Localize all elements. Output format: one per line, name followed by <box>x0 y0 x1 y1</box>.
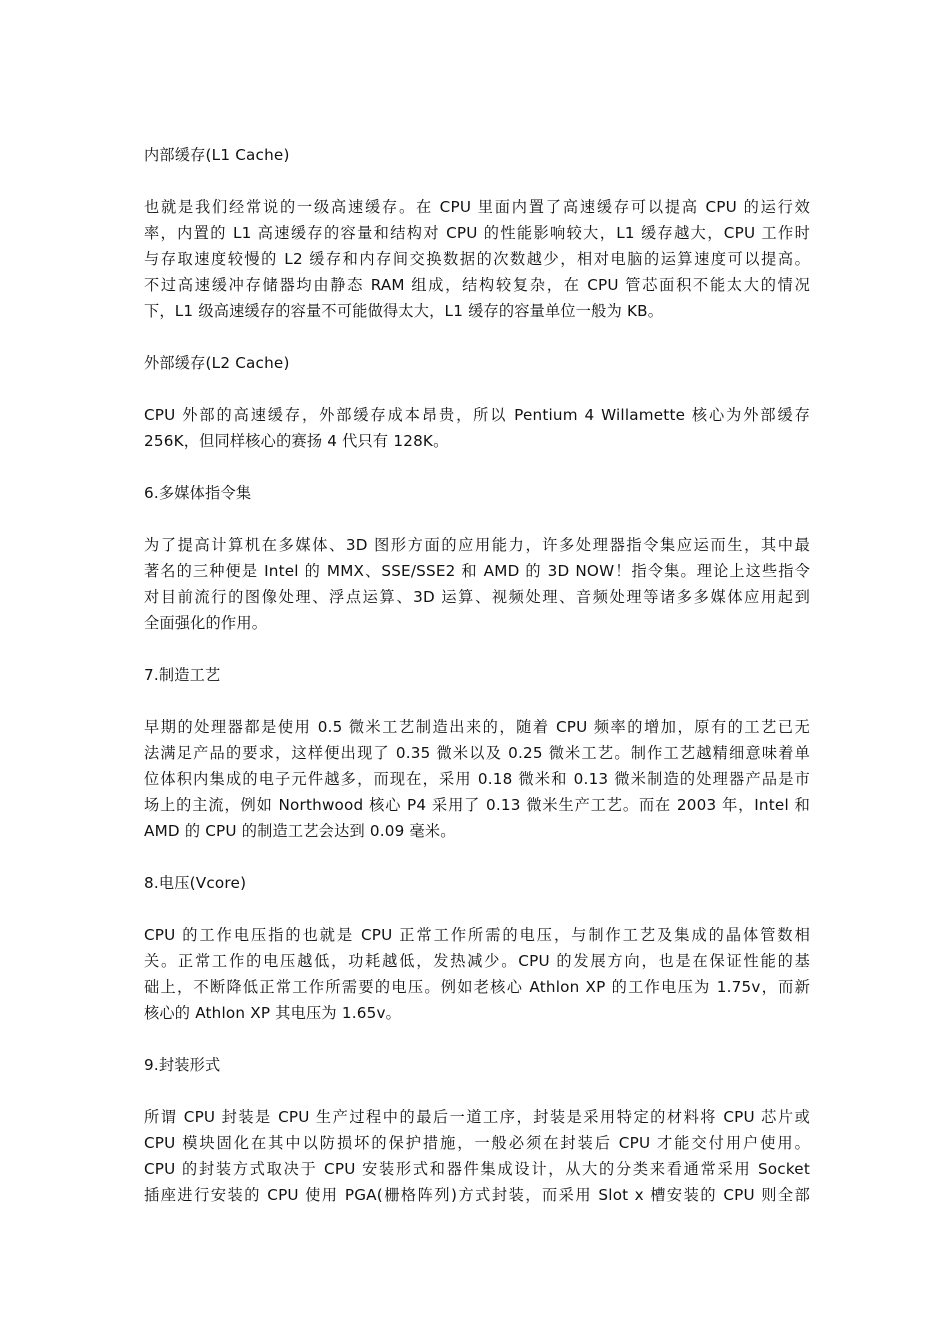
text-line: 不过高速缓冲存储器均由静态 RAM 组成，结构较复杂，在 CPU 管芯面积不能太大的情况 <box>144 276 810 294</box>
text-line: AMD 的 CPU 的制造工艺会达到 0.09 毫米。 <box>144 822 456 840</box>
section-body-l2-cache <box>144 402 810 454</box>
text-line: CPU 的工作电压指的也就是 CPU 正常工作所需的电压，与制作工艺及集成的晶体管数相 <box>144 926 810 944</box>
text-line: CPU 模块固化在其中以防损坏的保护措施，一般必须在封装后 CPU 才能交付用户使用。 <box>144 1134 810 1152</box>
text-line: 关。正常工作的电压越低，功耗越低，发热减少。CPU 的发展方向，也是在保证性能的基 <box>144 952 810 970</box>
text-line: 位体积内集成的电子元件越多，而现在，采用 0.18 微米和 0.13 微米制造的处理器产品是市 <box>144 770 810 788</box>
section-heading-voltage: 8.电压(Vcore) <box>144 874 247 892</box>
section-heading-package: 9.封装形式 <box>144 1056 221 1074</box>
text-line: 全面强化的作用。 <box>144 614 268 632</box>
section-heading-l2-cache: 外部缓存(L2 Cache) <box>144 354 290 372</box>
section-body-package <box>144 1104 810 1208</box>
section-body-process <box>144 714 810 844</box>
text-line: 对目前流行的图像处理、浮点运算、3D 运算、视频处理、音频处理等诸多多媒体应用起到 <box>144 588 810 606</box>
section-heading-l1-cache: 内部缓存(L1 Cache) <box>144 146 290 164</box>
text-line: CPU 外部的高速缓存，外部缓存成本昂贵，所以 Pentium 4 Willamette 核心为外部缓存 <box>144 406 810 424</box>
document-page <box>144 142 810 1234</box>
text-line: CPU 的封装方式取决于 CPU 安装形式和器件集成设计，从大的分类来看通常采用 Socket <box>144 1160 810 1178</box>
section-body-multimedia <box>144 532 810 636</box>
section-body-voltage <box>144 922 810 1026</box>
text-line: 核心的 Athlon XP 其电压为 1.65v。 <box>144 1004 402 1022</box>
text-line: 早期的处理器都是使用 0.5 微米工艺制造出来的，随着 CPU 频率的增加，原有的工艺已无 <box>144 718 810 736</box>
section-heading-multimedia: 6.多媒体指令集 <box>144 484 252 502</box>
text-line: 为了提高计算机在多媒体、3D 图形方面的应用能力，许多处理器指令集应运而生，其中最 <box>144 536 810 554</box>
section-heading-process: 7.制造工艺 <box>144 666 221 684</box>
text-line: 著名的三种便是 Intel 的 MMX、SSE/SSE2 和 AMD 的 3D NOW！指令集。理论上这些指令 <box>144 562 810 580</box>
text-line: 所谓 CPU 封装是 CPU 生产过程中的最后一道工序，封装是采用特定的材料将 CPU 芯片或 <box>144 1108 810 1126</box>
text-line: 也就是我们经常说的一级高速缓存。在 CPU 里面内置了高速缓存可以提高 CPU 的运行效 <box>144 198 810 216</box>
text-line: 下，L1 级高速缓存的容量不可能做得太大，L1 缓存的容量单位一般为 KB。 <box>144 302 664 320</box>
text-line: 率，内置的 L1 高速缓存的容量和结构对 CPU 的性能影响较大，L1 缓存越大，CPU 工作时 <box>144 224 810 242</box>
text-line: 场上的主流，例如 Northwood 核心 P4 采用了 0.13 微米生产工艺。而在 2003 年，Intel 和 <box>144 796 810 814</box>
text-line: 法满足产品的要求，这样便出现了 0.35 微米以及 0.25 微米工艺。制作工艺越精细意味着单 <box>144 744 810 762</box>
section-body-l1-cache <box>144 194 810 324</box>
text-line: 与存取速度较慢的 L2 缓存和内存间交换数据的次数越少，相对电脑的运算速度可以提高。 <box>144 250 810 268</box>
text-line: 础上，不断降低正常工作所需要的电压。例如老核心 Athlon XP 的工作电压为 1.75v，而新 <box>144 978 810 996</box>
text-line: 256K，但同样核心的赛扬 4 代只有 128K。 <box>144 432 449 450</box>
text-line: 插座进行安装的 CPU 使用 PGA(栅格阵列)方式封装，而采用 Slot x 槽安装的 CPU 则全部 <box>144 1186 810 1204</box>
